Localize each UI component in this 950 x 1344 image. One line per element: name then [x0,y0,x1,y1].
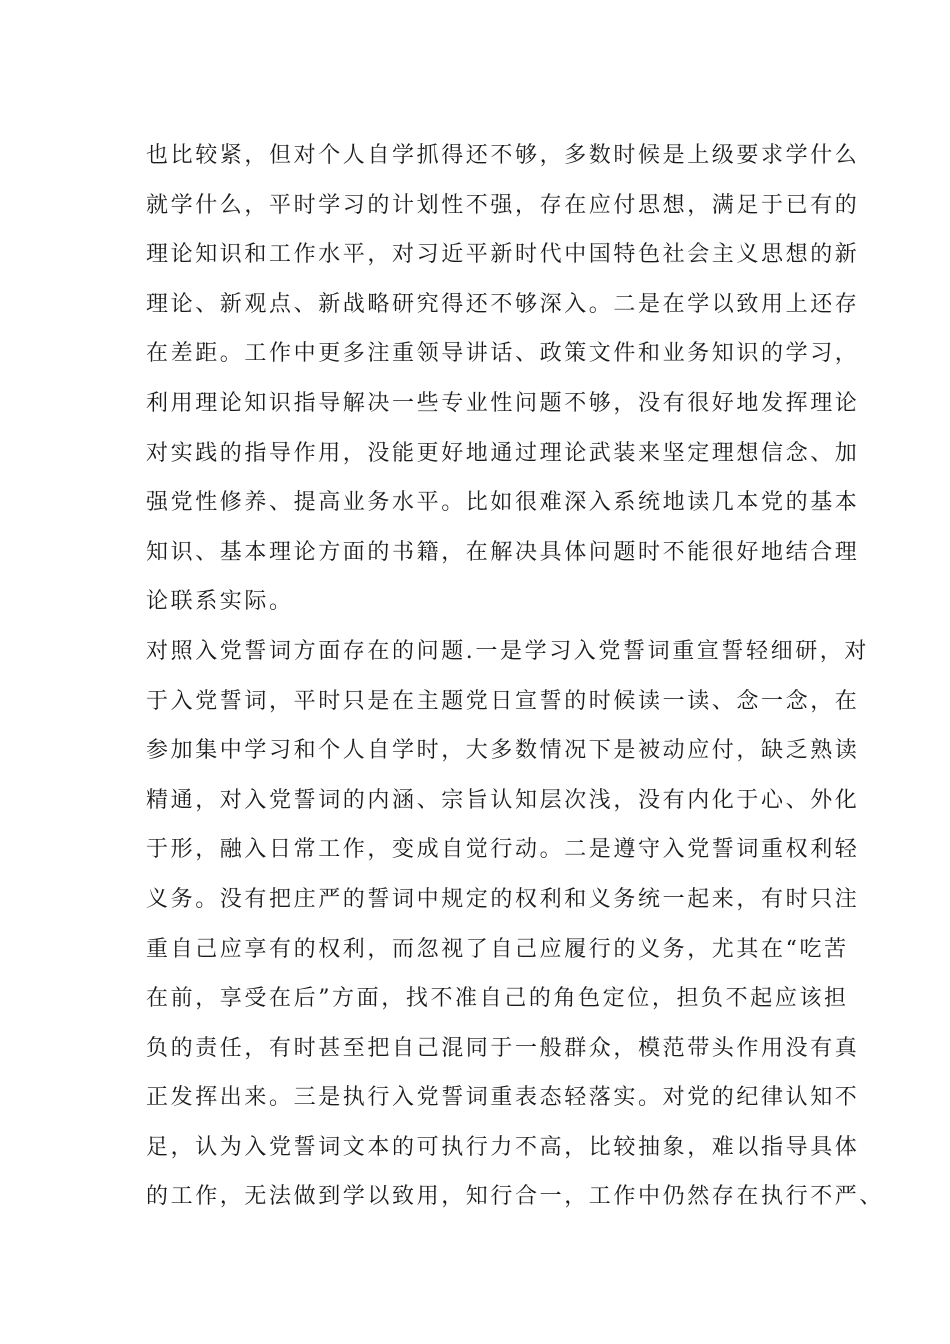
text-line: 在差距。工作中更多注重领导讲话、政策文件和业务知识的学习， [146,341,860,367]
text-line: 就学什么，平时学习的计划性不强，存在应付思想，满足于已有的 [146,192,860,218]
text-line: 参加集中学习和个人自学时，大多数情况下是被动应付，缺乏熟读 [146,738,860,764]
text-line: 也比较紧，但对个人自学抓得还不够，多数时候是上级要求学什么 [146,143,860,168]
text-line: 足，认为入党誓词文本的可执行力不高，比较抽象，难以指导具体 [146,1134,860,1160]
text-line: 于入党誓词，平时只是在主题党日宣誓的时候读一读、念一念，在 [146,688,860,714]
text-line: 义务。没有把庄严的誓词中规定的权利和义务统一起来，有时只注 [146,886,860,912]
text-line: 正发挥出来。三是执行入党誓词重表态轻落实。对党的纪律认知不 [146,1085,860,1111]
text-line: 强党性修养、提高业务水平。比如很难深入系统地读几本党的基本 [146,490,860,516]
text-line: 理论、新观点、新战略研究得还不够深入。二是在学以致用上还存 [146,291,860,317]
text-line: 于形，融入日常工作，变成自觉行动。二是遵守入党誓词重权利轻 [146,837,860,863]
text-line: 利用理论知识指导解决一些专业性问题不够，没有很好地发挥理论 [146,390,860,416]
text-line: 知识、基本理论方面的书籍，在解决具体问题时不能很好地结合理 [146,539,860,565]
text-line: 对照入党誓词方面存在的问题.一是学习入党誓词重宣誓轻细研，对 [146,638,869,664]
text-line: 论联系实际。 [146,589,294,615]
text-line: 理论知识和工作水平，对习近平新时代中国特色社会主义思想的新 [146,242,860,268]
text-line: 负的责任，有时甚至把自己混同于一般群众，模范带头作用没有真 [146,1035,860,1061]
body-text [146,131,885,1222]
text-line: 的工作，无法做到学以致用，知行合一，工作中仍然存在执行不严、 [146,1184,885,1210]
text-line: 在前，享受在后”方面，找不准自己的角色定位，担负不起应该担 [146,986,849,1012]
text-line: 重自己应享有的权利，而忽视了自己应履行的义务，尤其在“吃苦 [146,936,849,962]
text-line: 精通，对入党誓词的内涵、宗旨认知层次浅，没有内化于心、外化 [146,787,860,813]
text-line: 对实践的指导作用，没能更好地通过理论武装来坚定理想信念、加 [146,440,860,466]
